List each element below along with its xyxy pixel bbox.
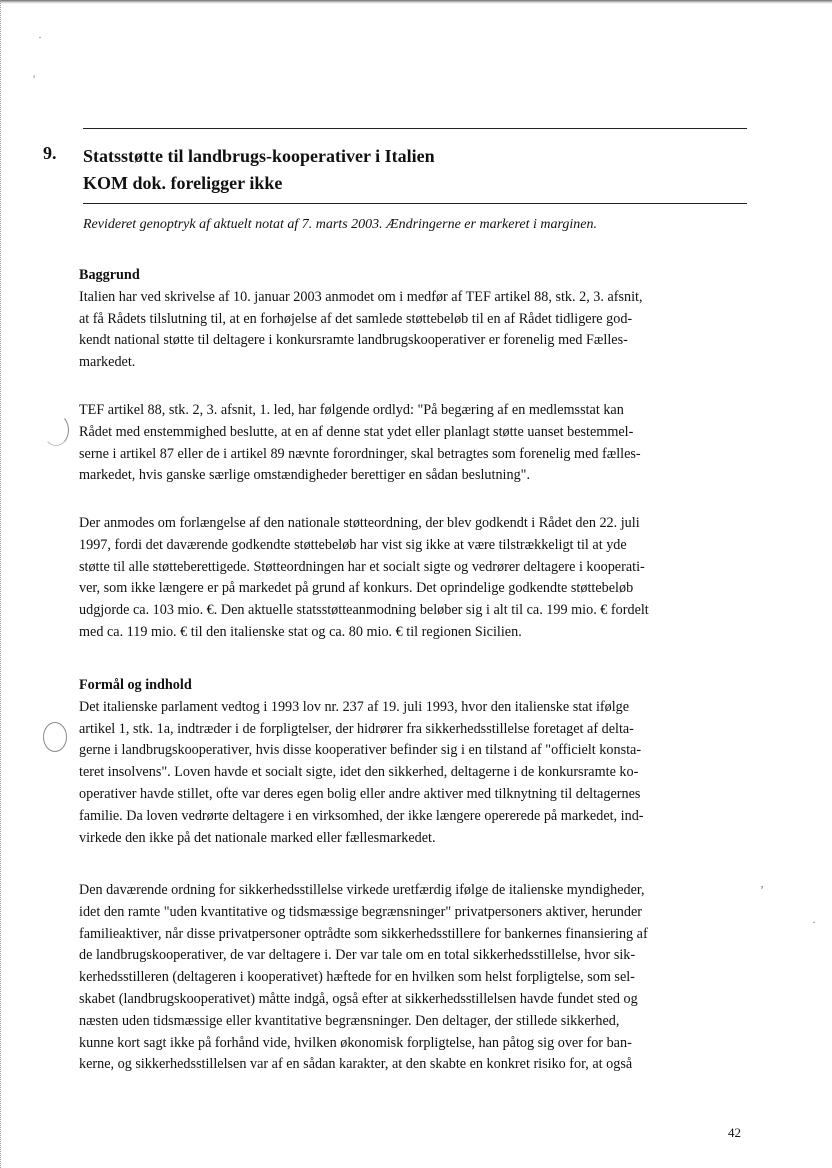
text-line: støtte til alle støtteberettigede. Støtteordningen har et socialt sigte og vedrører deltagere i kooperati- <box>79 558 645 575</box>
text-line: kerne, og sikkerhedsstillelsen var af en sådan karakter, at den skabte en konkret risiko for, at også <box>79 1056 633 1073</box>
section-baggrund <box>79 265 751 374</box>
section-heading: Formål og indhold <box>79 677 192 693</box>
paragraph <box>79 880 751 1076</box>
paragraph-extension-request <box>79 513 751 644</box>
item-heading <box>83 143 435 197</box>
text-line: med ca. 119 mio. € til den italienske stat og ca. 80 mio. € til regionen Sicilien. <box>79 623 522 640</box>
text-line: serne i artikel 87 eller de i artikel 89 nævnte forordninger, skal betragtes som forenelig med fælles- <box>79 445 641 462</box>
scan-speck: · <box>38 30 42 44</box>
top-rule <box>83 128 747 129</box>
text-line: kerhedsstilleren (deltageren i kooperativet) hæftede for en hvilken som helst forpligtelse, som sel- <box>79 969 635 986</box>
text-line: familieaktiver, når disse privatpersoner optrådte som sikkerhedsstillere for bankernes finansiering af <box>79 925 648 942</box>
item-title: Statsstøtte til landbrugs-kooperativer i Italien <box>83 146 435 166</box>
text-line: næsten uden tidsmæssige eller kvantitative begrænsninger. Den deltager, der stillede sikkerhed, <box>79 1012 620 1029</box>
text-line: Rådet med enstemmighed beslutte, at en af denne stat ydet eller planlagt støtte uanset bestemmel- <box>79 423 634 440</box>
section-heading: Baggrund <box>79 267 140 283</box>
scan-left-edge <box>0 0 4 1168</box>
text-line: 1997, fordi det daværende godkendte støttebeløb har vist sig ikke at være tilstrækkeligt til at yde <box>79 536 627 553</box>
item-subtitle: KOM dok. foreligger ikke <box>83 173 283 193</box>
scan-speck: · <box>812 915 816 929</box>
section-formaal-og-indhold <box>79 675 751 849</box>
paragraph <box>79 697 751 850</box>
text-line: kendt national støtte til deltagere i konkursramte landbrugskooperativer er forenelig med Fælles- <box>79 332 628 349</box>
text-line: Den daværende ordning for sikkerhedsstillelse virkede uretfærdig ifølge de italienske myndigheder, <box>79 882 645 898</box>
scan-top-edge <box>0 0 832 4</box>
text-line: Det italienske parlament vedtog i 1993 lov nr. 237 af 19. juli 1993, hvor den italienske stat ifølge <box>79 698 630 715</box>
text-line: ver, som ikke længere er på markedet på grund af konkurs. Det oprindelige godkendte støttebeløb <box>79 580 634 597</box>
scan-speck: ' <box>33 72 36 86</box>
text-line: kunne kort sagt ikke på forhånd vide, hvilken økonomisk forpligtelse, han påtog sig over for ban- <box>79 1034 632 1051</box>
text-line: at få Rådets tilslutning til, at en forhøjelse af det samlede støttebeløb til en af Rådet tidligere god- <box>79 310 633 327</box>
text-line: udgjorde ca. 103 mio. €. Den aktuelle statsstøtteanmodning beløber sig i alt til ca. 199 mio. € fordelt <box>79 602 649 619</box>
page-number: 42 <box>728 1125 741 1140</box>
text-line: operativer havde stillet, ofte var deres egen bolig eller andre aktiver med tilknytning til deltagernes <box>79 785 641 802</box>
text-line: Italien har ved skrivelse af 10. januar 2003 anmodet om i medfør af TEF artikel 88, stk. 2, 3. afsnit, <box>79 288 643 305</box>
text-line: artikel 1, stk. 1a, indtræder i de forpligtelser, der hidrører fra sikkerhedsstillelse foretaget af delta- <box>79 720 634 737</box>
revision-note: Revideret genoptryk af aktuelt notat af 7. marts 2003. Ændringerne er markeret i marginen. <box>83 217 598 232</box>
scan-speck: ‚ <box>760 876 764 890</box>
text-line: Der anmodes om forlængelse af den nationale støtteordning, der blev godkendt i Rådet den 22. juli <box>79 515 640 531</box>
paragraph <box>79 400 751 487</box>
item-number: 9. <box>43 143 57 163</box>
text-line: familie. Da loven vedrørte deltagere i en virksomhed, der ikke længere opererede på markedet, ind- <box>79 807 644 824</box>
text-line: markedet, hvis ganske særlige omstændigheder berettiger en sådan beslutning". <box>79 467 531 484</box>
punch-hole-mark <box>43 414 69 446</box>
punch-hole-mark <box>43 722 67 752</box>
paragraph-tef-article <box>79 400 751 487</box>
paragraph <box>79 287 751 374</box>
paragraph <box>79 513 751 644</box>
text-line: TEF artikel 88, stk. 2, 3. afsnit, 1. led, har følgende ordlyd: "På begæring af en medlemsstat kan <box>79 402 624 418</box>
text-line: markedet. <box>79 354 136 371</box>
heading-rule <box>83 203 747 204</box>
text-line: de landbrugskooperativer, de var deltagere i. Der var tale om en total sikkerhedsstillelse, hvor sik- <box>79 947 636 964</box>
text-line: idet den ramte "uden kvantitative og tidsmæssige begrænsninger" privatpersoners aktiver, herunder <box>79 903 642 920</box>
text-line: skabet (landbrugskooperativet) måtte indgå, også efter at sikkerhedsstillelsen havde fundet sted og <box>79 990 638 1007</box>
text-line: teret insolvens". Loven havde et socialt sigte, idet den sikkerhed, deltagerne i de konkursramte ko- <box>79 764 639 781</box>
text-line: virkede den ikke på det nationale marked eller fællesmarkedet. <box>79 829 436 846</box>
text-line: gerne i landbrugskooperativer, hvis disse kooperativer befinder sig i en tilstand af "officielt konsta- <box>79 742 642 759</box>
paragraph-security-scheme <box>79 880 751 1076</box>
